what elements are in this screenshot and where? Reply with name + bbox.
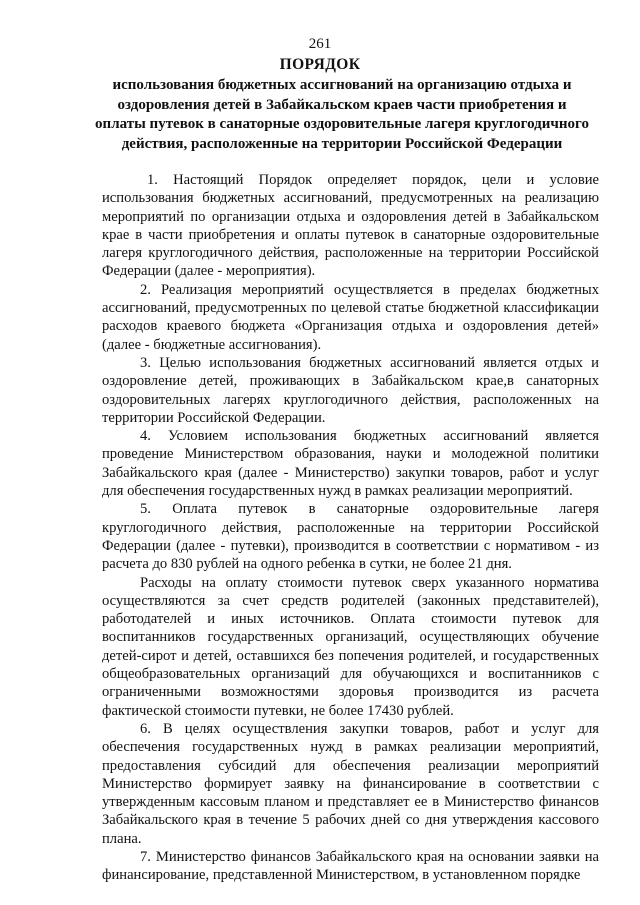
paragraph-5: 5. Оплата путевок в санаторные оздоровительные лагеря круглогодичного действия, расположенные на территории Российской Федерации (далее - путевки), производится в соответствии с нормативом - из расчета до 830 рублей на одного ребенка в сутки, не более 21 дня. xyxy=(102,501,599,573)
paragraph-7: 7. Министерство финансов Забайкальского края на основании заявки на финансирование, представленной Министерством, в установленном порядке xyxy=(102,848,599,884)
document-subtitle: использования бюджетных ассигнований на организацию отдыха и оздоровления детей в Забайкальском краев части приобретения и оплаты путевок в санаторные оздоровительные лагеря круглогодичного действия, расположенные на территории Российской Федерации xyxy=(95,77,589,152)
paragraph-4: 4. Условием использования бюджетных ассигнований является проведение Министерством образования, науки и молодежной политики Забайкальского края (далее - Министерство) закупки товаров, работ и услуг для обеспечения государственных нужд в рамках реализации мероприятий. xyxy=(102,428,599,500)
paragraph-5-continued: Расходы на оплату стоимости путевок сверх указанного норматива осуществляются за счет средств родителей (законных представителей), работодателей и иных источников. Оплата стоимости путевок для воспитанников государственных организаций, осуществляющих обучение детей-сирот и детей, оставшихся без попечения родителей, и государственных общеобразовательных организаций для обучающихся и воспитанников с ограниченными возможностями здоровья производится из расчета фактической стоимости путевки, не более 17430 рублей. xyxy=(102,574,599,719)
paragraph-3: 3. Целью использования бюджетных ассигнований является отдых и оздоровление детей, проживающих в Забайкальском крае,в санаторных оздоровительных лагерях круглогодичного действия, расположенных на территории Российской Федерации. xyxy=(102,354,599,426)
document-title: ПОРЯДОК xyxy=(279,56,361,73)
paragraph-1: 1. Настоящий Порядок определяет порядок, цели и условие использования бюджетных ассигнований, предусмотренных на реализацию мероприятий по организации отдыха и оздоровления детей в Забайкальском крае в части приобретения и оплаты путевок в санаторные оздоровительные лагеря круглогодичного действия, расположенные на территории Российской Федерации (далее - мероприятия). xyxy=(102,172,599,280)
paragraph-2: 2. Реализация мероприятий осуществляется в пределах бюджетных ассигнований, предусмотренных по целевой статье бюджетной классификации расходов краевого бюджета «Организация отдыха и оздоровления детей» (далее - бюджетные ассигнования). xyxy=(102,281,599,353)
document-body xyxy=(102,171,599,885)
paragraph-6: 6. В целях осуществления закупки товаров, работ и услуг для обеспечения государственных нужд в рамках реализации мероприятий, предоставления субсидий для обеспечения реализации мероприятий Министерство формирует заявку на финансирование в соответствии с утвержденным кассовым планом и представляет ее в Министерство финансов Забайкальского края в течение 5 рабочих дней со дня утверждения кассового плана. xyxy=(102,720,599,847)
page-number: 261 xyxy=(308,36,332,52)
